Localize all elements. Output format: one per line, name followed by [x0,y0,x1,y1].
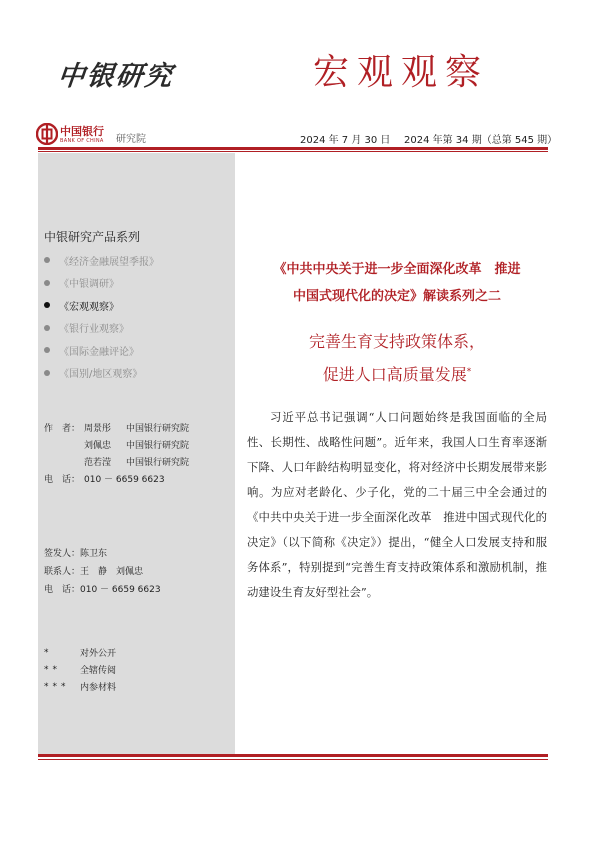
contact-row [44,561,161,579]
author-credits [44,419,189,487]
signer-label: 签发人： [44,548,81,559]
classification-row [44,644,116,661]
bullet-icon [44,370,50,376]
product-label: 《国别/地区观察》 [59,369,143,381]
signoff-block [44,543,161,597]
author-org: 中国银行研究院 [126,441,190,451]
classification-row [44,661,116,678]
product-item[interactable] [44,317,159,340]
author-name: 刘佩忠 [84,441,112,451]
classification-legend [44,644,116,695]
header-rule-thick [38,147,548,150]
series-title: 宏观观察 [313,52,490,93]
product-list [44,249,159,384]
product-item-current[interactable] [44,294,159,317]
product-label: 《中银调研》 [59,279,119,291]
product-label: 《国际金融评论》 [59,346,139,358]
author-org: 中国银行研究院 [126,458,190,468]
article-title-line: 完善生育支持政策体系， [308,332,485,351]
product-item[interactable] [44,249,159,272]
phone-number: 010 － 6659 6623 [84,475,165,485]
classification-row [44,678,116,695]
classification-label: 全辖传阅 [80,666,117,676]
series-heading-line: 中国式现代化的决定》解读系列之二 [292,289,501,304]
product-label: 《经济金融展望季报》 [59,256,159,268]
product-label: 《宏观观察》 [59,301,119,313]
bank-name-en: BANK OF CHINA [60,138,104,144]
contact-phone-label: 电 话： [44,584,81,595]
bullet-icon [44,257,50,263]
series-heading-line: 《中共中央关于进一步全面深化改革 推进 [273,262,521,277]
author-org: 中国银行研究院 [126,424,190,434]
authors-label: 作 者： [44,424,81,434]
bullet-icon [44,280,50,286]
article-title-line-2 [247,358,547,391]
bank-name-cn: 中国银行 [60,125,104,138]
brand-calligraphy-logo: 中银研究 [56,61,176,92]
author-row [44,419,189,436]
issue-number: 2024 年第 34 期（总第 545 期） [404,135,558,146]
body-paragraph: 习近平总书记强调“人口问题始终是我国面临的全局性、长期性、战略性问题”。近年来，我国人口生育率逐渐下降、人口年龄结构明显变化，将对经济中长期发展带来影响。为应对老龄化、少子化，党的二十届三中全会通过的《中共中央关于进一步全面深化改革 推进中国式现代化的决定》（以下简称《决定》）提出，“健全人口发展支持和服务体系”，特别提到“完善生育支持政策体系和激励机制，推动建设生育友好型社会”。 [247,410,547,599]
bullet-icon [44,302,50,308]
institute-label: 研究院 [116,134,146,145]
author-row [44,453,189,470]
bullet-icon [44,347,50,353]
contact-names: 王 静 刘佩忠 [80,566,144,577]
footer-rule-thick [38,754,548,757]
signer-name: 陈卫东 [80,548,108,559]
article-title [247,325,547,391]
series-heading [247,256,547,310]
phone-label: 电 话： [44,475,81,485]
signer-row [44,543,161,561]
bullet-icon [44,325,50,331]
classification-label: 内参材料 [80,683,117,693]
issue-date: 2024 年 7 月 30 日 [300,135,391,146]
footer-rule-thin [38,759,548,760]
product-item[interactable] [44,272,159,295]
phone-row [44,470,189,487]
classification-mark: *** [44,681,70,692]
author-row [44,436,189,453]
product-item[interactable] [44,362,159,385]
contact-phone-row [44,579,161,597]
classification-label: 对外公开 [80,649,117,659]
contact-label: 联系人： [44,566,81,577]
product-item[interactable] [44,339,159,362]
bank-logo-icon [36,123,58,145]
header-rule-thin [38,151,548,152]
classification-mark: * [44,647,53,658]
product-series-heading: 中银研究产品系列 [44,230,141,244]
classification-mark: ** [44,664,61,675]
contact-phone-number: 010 － 6659 6623 [80,584,161,595]
footnote-mark: * [466,367,472,377]
product-label: 《银行业观察》 [59,324,129,336]
author-name: 周景彤 [84,424,112,434]
author-name: 范若滢 [84,458,112,468]
article-title-text: 促进人口高质量发展 [322,365,467,384]
